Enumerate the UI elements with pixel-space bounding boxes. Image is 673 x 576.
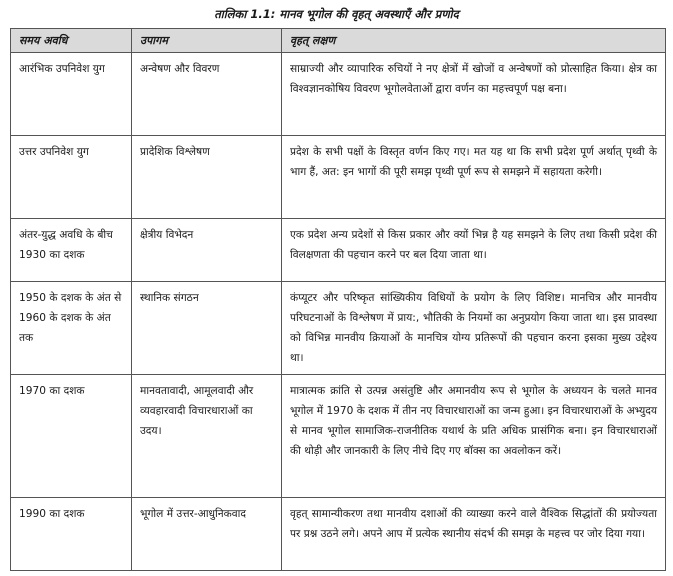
- cell-approach: प्रादेशिक विश्लेषण: [132, 136, 282, 219]
- cell-features: प्रदेश के सभी पक्षों के विस्तृत वर्णन किए गए। मत यह था कि सभी प्रदेश पूर्ण अर्थात् पृथ्वी के भाग हैं, अत: इन भागों की पूरी समझ पृथ्वी पूर्ण रूप से समझने में सहायता करेगी।: [282, 136, 666, 219]
- cell-features: साम्राज्यी और व्यापारिक रुचियों ने नए क्षेत्रों में खोजों व अन्वेषणों को प्रोत्साहित किया। क्षेत्र का विश्वज्ञानकोषिय विवरण भूगोलवेताओं द्वारा वर्णन का महत्त्वपूर्ण पक्ष बना।: [282, 53, 666, 136]
- table-caption: तालिका 1.1: मानव भूगोल की वृहत् अवस्थाएँ और प्रणोद: [214, 7, 459, 21]
- cell-features: मात्रात्मक क्रांति से उत्पन्न असंतुष्टि और अमानवीय रूप से भूगोल के अध्ययन के चलते मानव भूगोल में 1970 के दशक में तीन नए विचारधाराओं का जन्म हुआ। इन विचारधाराओं के अभ्युदय से मानव भूगोल सामाजिक-राजनीतिक यथार्थ के प्रति अधिक प्रासंगिक बना। इन विचारधाराओं की थोड़ी और जानकारी के लिए नीचे दिए गए बॉक्स का अवलोकन करें।: [282, 375, 666, 498]
- header-period: समय अवधि: [11, 29, 132, 53]
- cell-approach: मानवतावादी, आमूलवादी और व्यवहारवादी विचारधाराओं का उदय।: [132, 375, 282, 498]
- table-header-row: [11, 29, 666, 53]
- table-row: [11, 53, 666, 136]
- cell-period: 1990 का दशक: [11, 498, 132, 571]
- header-approach: उपागम: [132, 29, 282, 53]
- cell-approach: स्थानिक संगठन: [132, 282, 282, 375]
- header-features: वृहत् लक्षण: [282, 29, 666, 53]
- table-row: [11, 219, 666, 282]
- cell-approach: क्षेत्रीय विभेदन: [132, 219, 282, 282]
- cell-period: उत्तर उपनिवेश युग: [11, 136, 132, 219]
- cell-features: कंप्यूटर और परिष्कृत सांख्यिकीय विधियों के प्रयोग के लिए विशिष्ट। मानचित्र और मानवीय परिघटनाओं के विश्लेषण में प्राय:, भौतिकी के नियमों का अनुप्रयोग किया जाता था। इस प्रावस्था को विभिन्न मानवीय क्रियाओं के मानचित्र योग्य प्रतिरूपों की पहचान करना इसका मुख्य उद्देश्य था।: [282, 282, 666, 375]
- table-row: [11, 498, 666, 571]
- cell-period: 1950 के दशक के अंत से 1960 के दशक के अंत तक: [11, 282, 132, 375]
- cell-period: आरंभिक उपनिवेश युग: [11, 53, 132, 136]
- cell-features: वृहत् सामान्यीकरण तथा मानवीय दशाओं की व्याख्या करने वाले वैश्विक सिद्धांतों की प्रयोज्यता पर प्रश्न उठने लगे। अपने आप में प्रत्येक स्थानीय संदर्भ की समझ के महत्त्व पर जोर दिया गया।: [282, 498, 666, 571]
- cell-period: 1970 का दशक: [11, 375, 132, 498]
- cell-approach: भूगोल में उत्तर-आधुनिकवाद: [132, 498, 282, 571]
- table-row: [11, 375, 666, 498]
- table-row: [11, 136, 666, 219]
- cell-approach: अन्वेषण और विवरण: [132, 53, 282, 136]
- cell-period: अंतर-युद्ध अवधि के बीच 1930 का दशक: [11, 219, 132, 282]
- cell-features: एक प्रदेश अन्य प्रदेशों से किस प्रकार और क्यों भिन्न है यह समझने के लिए तथा किसी प्रदेश की विलक्षणता की पहचान करने पर बल दिया जाता था।: [282, 219, 666, 282]
- table-row: [11, 282, 666, 375]
- phases-table: [10, 28, 666, 571]
